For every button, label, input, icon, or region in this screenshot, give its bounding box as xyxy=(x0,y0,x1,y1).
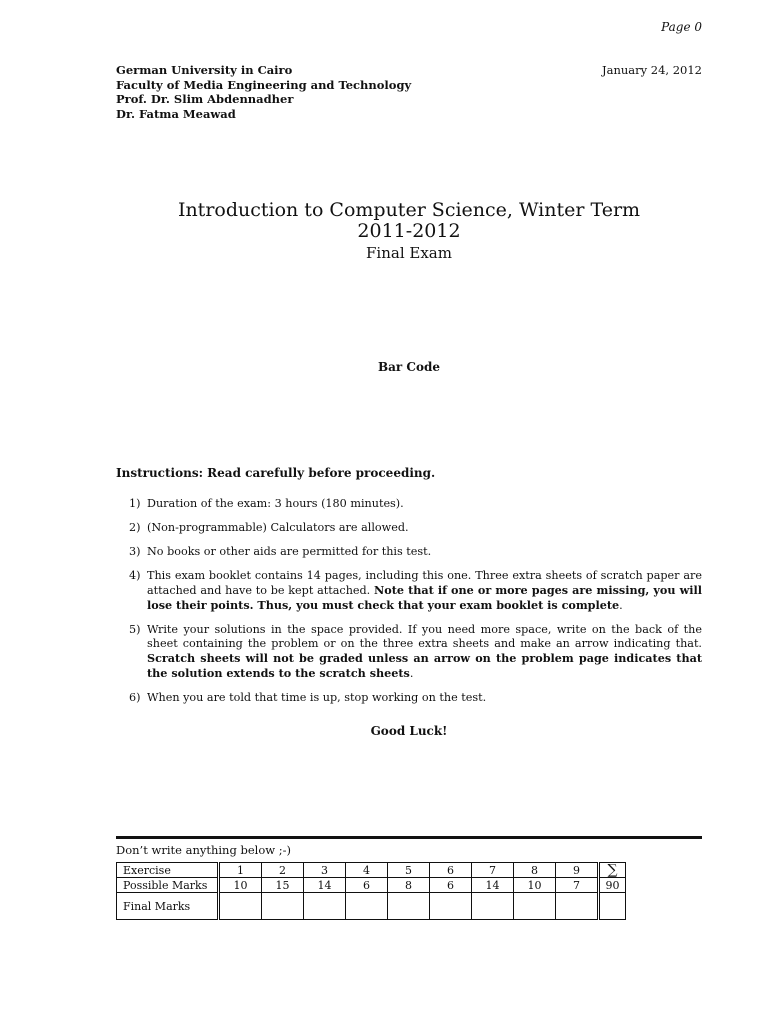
list-item-number: 2) xyxy=(129,521,141,534)
list-item xyxy=(116,497,702,511)
list-item-number: 6) xyxy=(129,691,141,704)
possible-mark-cell: 14 xyxy=(304,878,346,893)
page-number: Page 0 xyxy=(661,20,702,34)
table-row xyxy=(117,863,626,878)
exercise-cell: 6 xyxy=(430,863,472,878)
sum-symbol: ∑ xyxy=(607,861,618,878)
faculty-name: Faculty of Media Engineering and Technology xyxy=(116,77,412,92)
list-item xyxy=(116,545,702,559)
list-item-text: When you are told that time is up, stop working on the test. xyxy=(147,691,487,704)
possible-mark-cell: 6 xyxy=(430,878,472,893)
dont-write-note: Don’t write anything below ;-) xyxy=(116,843,291,857)
possible-mark-cell: 14 xyxy=(472,878,514,893)
list-item-text: No books or other aids are permitted for this test. xyxy=(147,545,432,558)
final-total-cell xyxy=(599,893,626,920)
possible-mark-cell: 10 xyxy=(219,878,262,893)
list-item-number: 4) xyxy=(129,569,141,582)
possible-mark-cell: 10 xyxy=(514,878,556,893)
final-mark-cell xyxy=(219,893,262,920)
list-item-bold-text: Note that if one or more pages are missing, you will lose their points. Thus, you must check that your exam booklet is complete xyxy=(147,583,702,612)
exercise-cell: 4 xyxy=(346,863,388,878)
exercise-cell: 1 xyxy=(219,863,262,878)
sum-header-cell xyxy=(599,863,626,878)
final-mark-cell xyxy=(472,893,514,920)
table-row xyxy=(117,878,626,893)
final-mark-cell xyxy=(262,893,304,920)
university-name: German University in Cairo xyxy=(116,63,293,77)
list-item-text: (Non-programmable) Calculators are allowed. xyxy=(147,521,409,534)
marks-table xyxy=(116,862,626,920)
list-item-text: This exam booklet contains 14 pages, including this one. Three extra sheets of scratch paper are attached and have to be kept attached. xyxy=(147,569,702,597)
final-mark-cell xyxy=(556,893,599,920)
list-item-text-end: . xyxy=(619,599,623,612)
final-mark-cell xyxy=(388,893,430,920)
list-item-number: 3) xyxy=(129,545,141,558)
final-mark-cell xyxy=(304,893,346,920)
list-item-text: Write your solutions in the space provided. If you need more space, write on the back of the sheet containing the problem or on the three extra sheets and make an arrow indicating that. xyxy=(147,623,702,650)
list-item xyxy=(116,691,702,705)
exercise-cell: 9 xyxy=(556,863,599,878)
course-title: Introduction to Computer Science, Winter Term xyxy=(177,199,641,221)
good-luck: Good Luck! xyxy=(370,724,448,738)
row-label-exercise: Exercise xyxy=(117,863,219,878)
final-mark-cell xyxy=(514,893,556,920)
bar-code-label: Bar Code xyxy=(378,360,440,374)
row-label-possible-marks: Possible Marks xyxy=(117,878,219,893)
possible-mark-cell: 15 xyxy=(262,878,304,893)
list-item-text: Duration of the exam: 3 hours (180 minutes). xyxy=(147,497,404,510)
exercise-cell: 8 xyxy=(514,863,556,878)
possible-mark-cell: 6 xyxy=(346,878,388,893)
list-item-bold-text: Scratch sheets will not be graded unless an arrow on the problem page indicates that the solution extends to the scratch sheets xyxy=(147,651,702,680)
list-item-number: 5) xyxy=(129,623,141,636)
list-item-number: 1) xyxy=(129,497,141,510)
title-block xyxy=(116,200,702,262)
list-item xyxy=(116,521,702,535)
exam-date: January 24, 2012 xyxy=(602,63,702,77)
exercise-cell: 3 xyxy=(304,863,346,878)
final-mark-cell xyxy=(430,893,472,920)
possible-mark-cell: 8 xyxy=(388,878,430,893)
course-term: 2011-2012 xyxy=(357,220,461,242)
list-item xyxy=(116,569,702,613)
instructions-heading: Instructions: Read carefully before proceeding. xyxy=(116,466,436,480)
table-row xyxy=(117,893,626,920)
professor-name: Prof. Dr. Slim Abdennadher xyxy=(116,92,294,106)
row-label-final-marks: Final Marks xyxy=(117,893,219,920)
possible-total-cell: 90 xyxy=(599,878,626,893)
doctor-name: Dr. Fatma Meawad xyxy=(116,106,236,121)
divider xyxy=(116,836,702,839)
list-item-text-end: . xyxy=(409,667,414,680)
list-item xyxy=(116,623,702,681)
possible-mark-cell: 7 xyxy=(556,878,599,893)
exercise-cell: 2 xyxy=(262,863,304,878)
exercise-cell: 7 xyxy=(472,863,514,878)
exercise-cell: 5 xyxy=(388,863,430,878)
final-mark-cell xyxy=(346,893,388,920)
exam-type: Final Exam xyxy=(366,244,452,262)
instructions-list xyxy=(116,497,702,715)
